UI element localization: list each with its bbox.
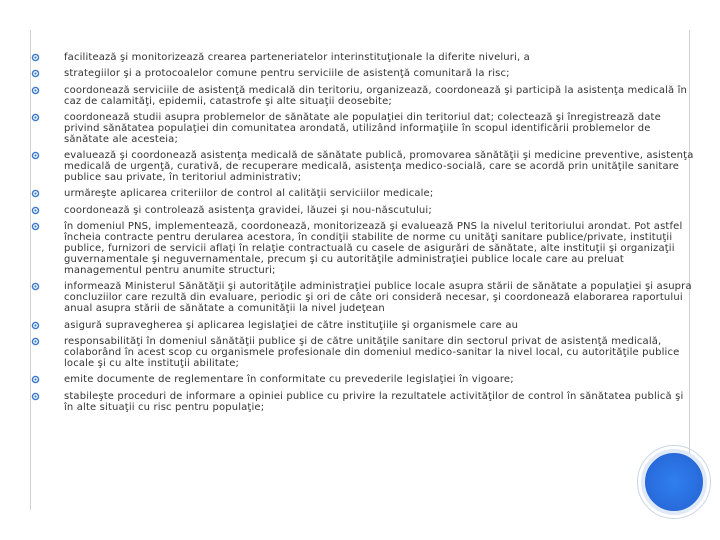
list-item (56, 85, 696, 107)
ring-bullet-icon (31, 321, 40, 330)
ring-bullet-icon (31, 86, 40, 95)
list-item-text: strategiilor şi a protocoalelor comune pentru serviciile de asistenţă comunitară la risc; (64, 68, 510, 80)
list-item (56, 374, 696, 385)
ring-bullet-icon (31, 69, 40, 78)
list-item (56, 52, 696, 63)
list-item-text: coordonează serviciile de asistenţă medicală din teritoriu, organizează, coordonează şi participă la asistenţa medicală în caz de calamităţi, epidemii, catastrofe şi alte situaţii deosebite; (64, 84, 688, 107)
list-item-text: emite documente de reglementare în conformitate cu prevederile legislaţiei în vigoare; (64, 374, 514, 386)
bullet-list (56, 52, 696, 418)
list-item-text: asigură supravegherea şi aplicarea legislaţiei de către instituţiile şi organismele care au (64, 319, 519, 331)
globe-icon (641, 449, 707, 515)
ring-bullet-icon (31, 151, 40, 160)
list-item (56, 112, 696, 145)
list-item-text: facilitează şi monitorizează crearea parteneriatelor interinstituţionale la diferite niveluri, a (64, 52, 530, 63)
list-item (56, 336, 696, 369)
ring-bullet-icon (31, 337, 40, 346)
list-item (56, 320, 696, 331)
ring-bullet-icon (31, 282, 40, 291)
list-item-text: în domeniul PNS, implementează, coordonează, monitorizează şi evaluează PNS la nivelul teritoriului arondat. Pot astfel încheia contracte pentru derularea acestora, în condiţii stabilite de norme cu unităţi sanitare publice/private, instituţii publice, furnizori de servicii aflaţi în relaţie contractuală cu casele de asigurări de sănătate, alte instituţii şi organizaţii guvernamentale şi neguvernamentale, precum şi cu autorităţile administraţiei publice locale care au preluat managementul pentru anumite structuri; (64, 221, 683, 277)
list-item-text: informează Ministerul Sănătăţii şi autorităţile administraţiei publice locale asupra stării de sănătate a populaţiei şi asupra concluziilor care rezultă din evaluare, periodic şi ori de câte ori consideră necesar, şi coordonează elaborarea raportului anual asupra stării de sănătate a comunităţii la nivel judeţean (64, 281, 692, 315)
list-item (56, 281, 696, 314)
list-item-text: coordonează şi controlează asistenţa gravidei, lăuzei şi nou-născutului; (64, 204, 432, 216)
ring-bullet-icon (31, 222, 40, 231)
ring-bullet-icon (31, 206, 40, 215)
list-item-text: coordonează studii asupra problemelor de sănătate ale populaţiei din teritoriul dat; colectează şi înregistrează date privind sănătatea populaţiei din comunitatea arondată, utilizând informaţiile în scopul identificării problemelor de sănătate ale acesteia; (64, 111, 661, 145)
list-item-text: stabileşte proceduri de informare a opiniei publice cu privire la rezultatele activităţilor de control în sănătatea publică şi în alte situaţii cu risc pentru populaţie; (64, 390, 684, 413)
list-item-text: evaluează şi coordonează asistenţa medicală de sănătate publică, promovarea sănătăţii şi medicine preventive, asistenţa medicală de urgenţă, curativă, de recuperare medicală, asistenţa medico-socială, care se acordă prin unităţile sanitare publice sau private, în teritoriul administrativ; (64, 150, 694, 184)
list-item (56, 150, 696, 183)
list-item (56, 68, 696, 79)
list-item-text: urmăreşte aplicarea criteriilor de control al calităţii serviciilor medicale; (64, 188, 434, 200)
ring-bullet-icon (31, 392, 40, 401)
list-item (56, 205, 696, 216)
ring-bullet-icon (31, 53, 40, 62)
list-item (56, 391, 696, 413)
list-item (56, 221, 696, 276)
ring-bullet-icon (31, 375, 40, 384)
ring-bullet-icon (31, 189, 40, 198)
list-item (56, 188, 696, 199)
ring-bullet-icon (31, 113, 40, 122)
list-item-text: responsabilităţi în domeniul sănătăţii publice şi de către unităţile sanitare din sectorul privat de asistenţă medicală, colaborând în acest scop cu organismele profesionale din domeniul medico-sanitar la nivel local, cu autorităţile publice locale şi cu alte instituţii abilitate; (64, 335, 680, 369)
